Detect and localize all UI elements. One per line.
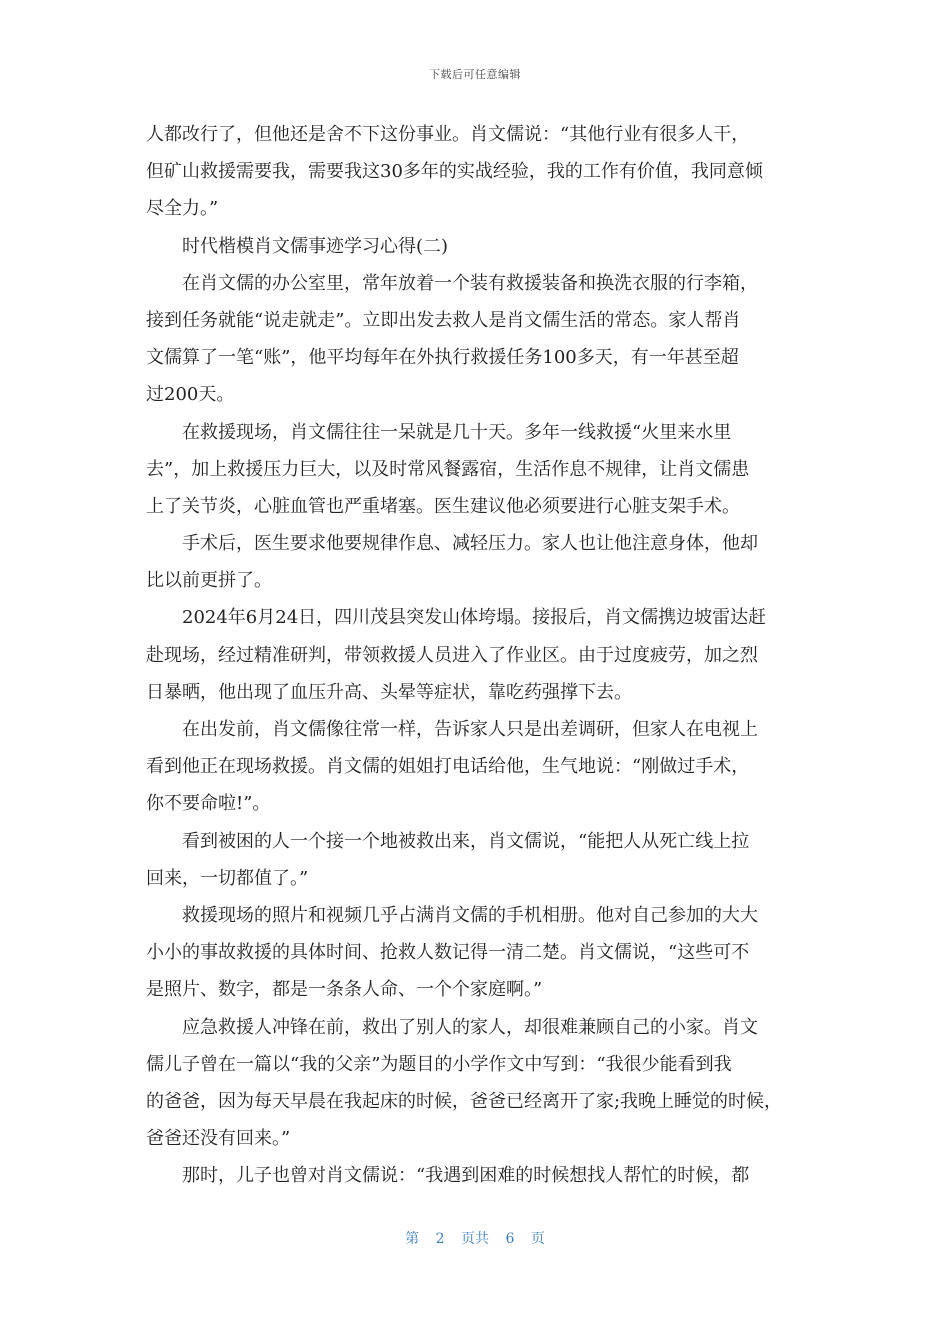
text-line: 赴现场，经过精准研判，带领救援人员进入了作业区。由于过度疲劳，加之烈 — [146, 644, 758, 666]
text-line: 看到被困的人一个接一个地被救出来，肖文儒说，“能把人从死亡线上拉 — [182, 830, 750, 852]
footer-prefix: 第 — [405, 1231, 420, 1247]
document-body — [146, 116, 812, 1194]
text-line: 时代楷模肖文儒事迹学习心得(二) — [182, 235, 449, 257]
text-line: 救援现场的照片和视频几乎占满肖文儒的手机相册。他对自己参加的大大 — [182, 904, 758, 926]
text-line: 儒儿子曾在一篇以“我的父亲”为题目的小学作文中写到：“我很少能看到我 — [146, 1053, 732, 1075]
text-line: 你不要命啦!”。 — [146, 793, 271, 815]
text-line: 比以前更拼了。 — [146, 570, 272, 592]
text-line: 那时，儿子也曾对肖文儒说：“我遇到困难的时候想找人帮忙的时候，都 — [182, 1165, 750, 1187]
text-line: 看到他正在现场救援。肖文儒的姐姐打电话给他，生气地说：“刚做过手术， — [146, 756, 750, 778]
text-line: 爸爸还没有回来。” — [146, 1128, 291, 1150]
text-line: 但矿山救援需要我，需要我这30多年的实战经验，我的工作有价值，我同意倾 — [146, 161, 763, 183]
text-line: 的爸爸，因为每天早晨在我起床的时候，爸爸已经离开了家;我晚上睡觉的时候， — [146, 1090, 783, 1112]
page-header: 下载后可任意编辑 — [429, 68, 521, 81]
text-line: 上了关节炎，心脏血管也严重堵塞。医生建议他必须要进行心脏支架手术。 — [146, 495, 740, 517]
text-line: 去”，加上救援压力巨大，以及时常风餐露宿，生活作息不规律，让肖文儒患 — [146, 458, 750, 480]
page-footer — [0, 1228, 950, 1248]
text-line: 是照片、数字，都是一条条人命、一个个家庭啊。” — [146, 979, 543, 1001]
footer-page-number: 2 — [435, 1231, 445, 1247]
text-line: 在肖文儒的办公室里，常年放着一个装有救援装备和换洗衣服的行李箱， — [182, 272, 758, 294]
text-line: 日暴晒，他出现了血压升高、头晕等症状，靠吃药强撑下去。 — [146, 681, 632, 703]
text-line: 在出发前，肖文儒像往常一样，告诉家人只是出差调研，但家人在电视上 — [182, 719, 758, 740]
text-line: 小小的事故救援的具体时间、抢救人数记得一清二楚。肖文儒说，“这些可不 — [146, 942, 750, 964]
text-line: 手术后，医生要求他要规律作息、减轻压力。家人也让他注意身体，他却 — [182, 533, 758, 555]
text-line: 人都改行了，但他还是舍不下这份事业。肖文儒说：“其他行业有很多人干， — [146, 124, 750, 145]
text-line: 在救援现场，肖文儒往往一呆就是几十天。多年一线救援“火里来水里 — [182, 421, 732, 443]
text-line: 回来，一切都值了。” — [146, 867, 309, 889]
footer-total-pages: 6 — [505, 1231, 515, 1247]
text-line: 文儒算了一笔“账”，他平均每年在外执行救援任务100多天，有一年甚至超 — [146, 347, 739, 369]
footer-suffix: 页 — [530, 1231, 545, 1247]
text-line: 应急救援人冲锋在前，救出了别人的家人，却很难兼顾自己的小家。肖文 — [182, 1016, 758, 1038]
footer-middle: 页共 — [461, 1231, 489, 1247]
text-line: 过200天。 — [146, 384, 235, 406]
text-line: 2024年6月24日，四川茂县突发山体垮塌。接报后，肖文儒携边坡雷达赶 — [182, 607, 767, 629]
text-line: 接到任务就能“说走就走”。立即出发去救人是肖文儒生活的常态。家人帮肖 — [146, 309, 741, 331]
text-line: 尽全力。” — [146, 198, 219, 220]
